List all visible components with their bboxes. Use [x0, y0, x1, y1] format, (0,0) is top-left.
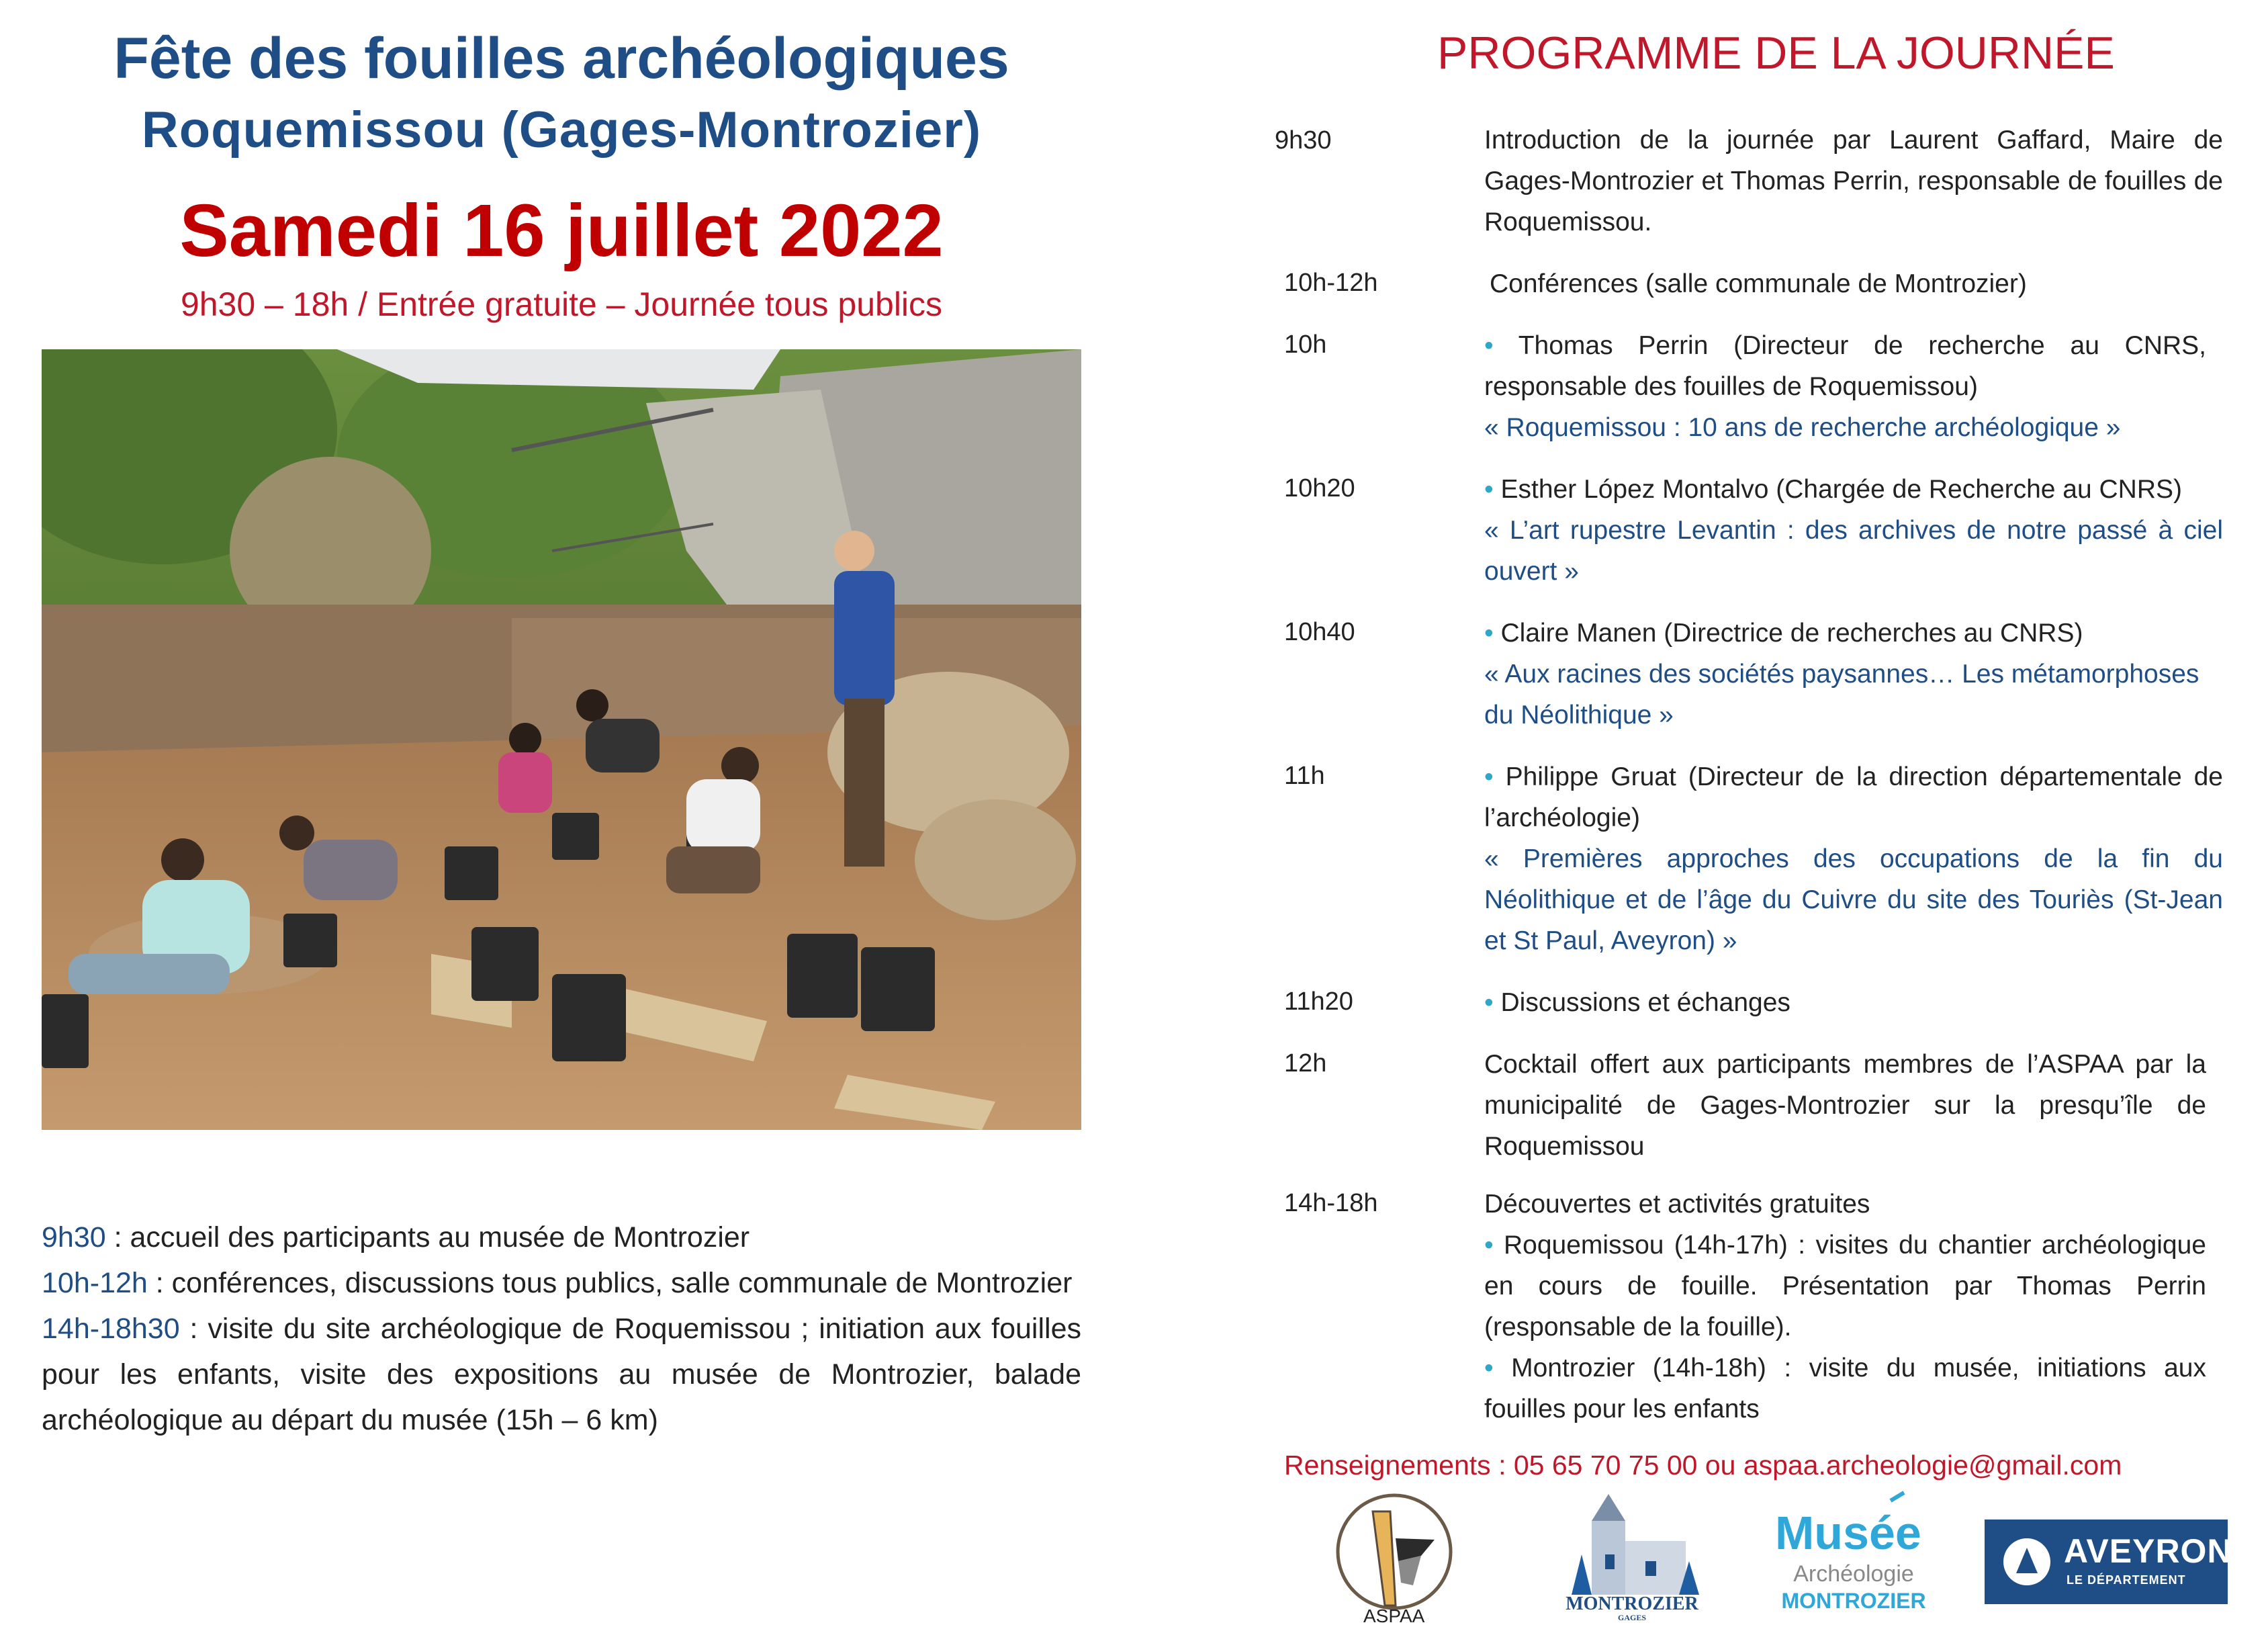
activities-title: Découvertes et activités gratuites: [1484, 1190, 1870, 1219]
musee-logo-line1: Archéologie: [1793, 1561, 1914, 1587]
excavation-photo: [42, 349, 1081, 1130]
programme-title: PROGRAMME DE LA JOURNÉE: [1437, 28, 2115, 79]
left-schedule: [42, 1215, 1081, 1443]
talk-title: « L’art rupestre Levantin : des archives de notre passé à ciel ouvert »: [1484, 516, 2223, 586]
schedule-time: 14h-18h30: [42, 1313, 180, 1345]
bullet-icon: •: [1484, 619, 1494, 648]
programme-desc: [1484, 1184, 2206, 1429]
programme-desc: Introduction de la journée par Laurent Gaffard, Maire de Gages-Montrozier et Thomas Perrin, responsable de fouilles de Roquemissou.: [1484, 126, 2223, 236]
programme-desc: [1484, 756, 2223, 961]
bullet-icon: •: [1484, 988, 1494, 1017]
montrozier-logo: [1565, 1487, 1699, 1622]
activity: Montrozier (14h-18h) : visite du musée, initiations aux fouilles pour les enfants: [1484, 1354, 2206, 1423]
speaker: Thomas Perrin (Directeur de recherche au CNRS, responsable des fouilles de Roquemissou): [1484, 331, 2206, 401]
programme-desc: Cocktail offert aux participants membres de l’ASPAA par la municipalité de Gages-Montrozier sur la presqu’île de Roquemissou: [1484, 1050, 2206, 1161]
programme-time: 11h20: [1284, 987, 1353, 1016]
montrozier-logo-text: MONTROZIER: [1566, 1593, 1698, 1614]
speaker: Discussions et échanges: [1493, 988, 1790, 1017]
left-schedule-item: [42, 1260, 1081, 1306]
programme-desc: [1484, 469, 2223, 592]
programme-desc: [1484, 325, 2206, 448]
schedule-text: : accueil des participants au musée de Montrozier: [105, 1221, 750, 1253]
aveyron-logo: [1985, 1520, 2232, 1604]
programme-time: 14h-18h: [1284, 1189, 1378, 1217]
event-title: Fête des fouilles archéologiques: [114, 26, 1009, 91]
speaker: Esther López Montalvo (Chargée de Recherche au CNRS): [1493, 475, 2183, 504]
aspaa-label: ASPAA: [1363, 1605, 1425, 1626]
talk-title: « Premières approches des occupations de la fin du Néolithique et de l’âge du Cuivre du site des Touriès (St-Jean et St Paul, Aveyron) »: [1484, 844, 2223, 955]
programme-desc: Conférences (salle communale de Montrozier): [1490, 269, 2027, 298]
programme-time: 12h: [1284, 1049, 1327, 1077]
bullet-icon: •: [1484, 331, 1494, 360]
aveyron-logo-sub: LE DÉPARTEMENT: [2067, 1573, 2186, 1587]
talk-title: « Aux racines des sociétés paysannes… Les métamorphoses du Néolithique »: [1484, 660, 2199, 730]
musee-logo-line2: MONTROZIER: [1781, 1589, 1926, 1613]
bullet-icon: •: [1484, 475, 1494, 504]
programme-time: 10h40: [1284, 618, 1355, 646]
schedule-time: 9h30: [42, 1221, 106, 1253]
musee-logo: [1770, 1487, 1938, 1622]
schedule-text: : visite du site archéologique de Roquemissou ; initiation aux fouilles pour les enfants, visite des expositions au musée de Montrozier, balade archéologique au départ du musée (15h – 6 km): [42, 1313, 1081, 1436]
programme-time: 10h20: [1284, 474, 1355, 502]
talk-title: « Roquemissou : 10 ans de recherche archéologique »: [1484, 413, 2121, 442]
programme-time: 10h-12h: [1284, 269, 1378, 297]
aveyron-emblem-icon: [2003, 1538, 2050, 1585]
left-schedule-item: [42, 1306, 1081, 1443]
event-subtitle: 9h30 – 18h / Entrée gratuite – Journée tous publics: [180, 285, 943, 323]
event-location: Roquemissou (Gages-Montrozier): [141, 101, 982, 159]
contact-info: Renseignements : 05 65 70 75 00 ou aspaa.archeologie@gmail.com: [1284, 1450, 2122, 1481]
programme-time: 11h: [1284, 762, 1325, 790]
activity: Roquemissou (14h-17h) : visites du chantier archéologique en cours de fouille. Présentation par Thomas Perrin (responsable de la fouille).: [1484, 1231, 2206, 1341]
montrozier-logo-subtext: GAGES: [1617, 1613, 1647, 1622]
programme-desc: [1484, 613, 2203, 736]
speaker: Philippe Gruat (Directeur de la direction départementale de l’archéologie): [1484, 762, 2223, 832]
programme-time: 10h: [1284, 331, 1327, 359]
aspaa-logo: [1334, 1491, 1455, 1619]
bullet-icon: •: [1484, 1231, 1494, 1260]
left-schedule-item: [42, 1215, 1081, 1260]
schedule-time: 10h-12h: [42, 1267, 148, 1299]
speaker: Claire Manen (Directrice de recherches au CNRS): [1493, 619, 2083, 648]
programme-time: 9h30: [1275, 126, 1332, 155]
bullet-icon: •: [1484, 1354, 1494, 1382]
musee-logo-word: Musée: [1775, 1507, 1921, 1559]
schedule-text: : conférences, discussions tous publics, salle communale de Montrozier: [147, 1267, 1073, 1299]
bullet-icon: •: [1484, 762, 1494, 791]
event-date: Samedi 16 juillet 2022: [179, 189, 944, 272]
programme-desc: [1484, 982, 2223, 1023]
aveyron-logo-name: AVEYRON: [2064, 1532, 2232, 1570]
